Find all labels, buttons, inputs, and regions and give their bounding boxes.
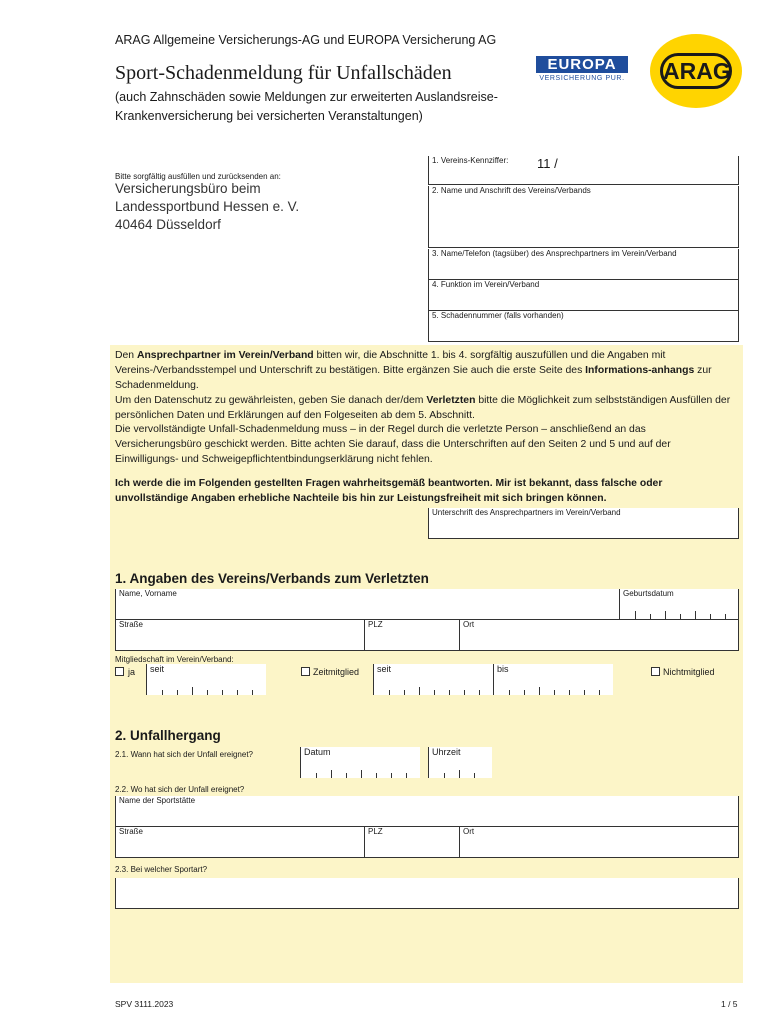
club-id-field[interactable] [428,156,739,185]
injured-name-label: Name, Vorname [119,589,177,598]
injured-plz-label: PLZ [368,620,383,629]
member-yes-label: ja [128,667,136,677]
recipient-address [115,180,299,234]
member-since-field[interactable] [146,664,266,695]
address-line-1: Versicherungsbüro beim [115,181,261,196]
p2-part-a: Um den Datenschutz zu gewährleisten, geben Sie danach der/dem [115,395,427,406]
declaration-text: Ich werde die im Folgenden gestellten Fragen wahrheitsgemäß beantworten. Mir ist bekannt, dass falsche oder unvollständige Angaben erhebliche Nachteile bis hin zur Leistungsfreiheit mit sich bringen können. [115,478,663,504]
contact-function-field[interactable] [428,280,739,311]
contact-name-phone-field[interactable] [428,249,739,280]
p1-part-d: Informations-anhangs [585,365,695,376]
injured-name-field[interactable] [115,589,619,620]
venue-street-label: Straße [119,827,144,836]
form-code: SPV 3111.2023 [115,999,174,1009]
p2-part-c: bitte die Möglichkeit zum selbstständigen Ausfüllen der persönlichen Daten und Erklärungen auf den Folgeseiten ab dem 5. Abschnitt. [115,395,731,421]
accident-date-label: Datum [304,747,331,757]
subtitle-line-1: (auch Zahnschäden sowie Meldungen zur erweiterten Auslandsreise- [115,90,498,104]
claim-number-label: 5. Schadennummer (falls vorhanden) [432,311,564,320]
membership-label: Mitgliedschaft im Verein/Verband: [115,655,234,664]
contact-signature-field[interactable] [428,508,739,539]
page-title: Sport-Schadenmeldung für Unfallschäden [115,62,452,84]
member-since-label: seit [150,664,165,674]
venue-street-field[interactable] [115,827,364,858]
sports-venue-field[interactable] [115,796,739,827]
instructions-paragraph-2 [115,393,735,423]
temporary-since-label: seit [377,664,392,674]
temporary-until-label: bis [497,664,509,674]
subtitle-line-2: Krankenversicherung bei versicherten Veranstaltungen) [115,109,423,123]
temporary-until-ticks [494,687,613,695]
non-member-label: Nichtmitglied [663,667,715,677]
accident-when-question: 2.1. Wann hat sich der Unfall ereignet? [115,750,254,759]
accident-time-field[interactable] [428,747,492,778]
injured-ort-field[interactable] [459,620,739,651]
non-member-checkbox[interactable] [651,667,660,676]
venue-ort-label: Ort [463,827,475,836]
venue-ort-field[interactable] [459,827,739,858]
accident-date-ticks [301,770,420,778]
europa-logo [536,56,628,84]
temporary-member-label: Zeitmitglied [313,667,360,677]
injured-street-label: Straße [119,620,144,629]
page-number: 1 / 5 [721,999,738,1009]
birth-date-label: Geburtsdatum [623,589,674,598]
birth-date-field[interactable] [619,589,739,620]
temporary-since-ticks [374,687,493,695]
page-subtitle [115,88,535,126]
birth-date-ticks [620,611,738,619]
temporary-member-checkbox[interactable] [301,667,310,676]
venue-plz-field[interactable] [364,827,459,858]
instructions-paragraph-1 [115,348,735,393]
section-2-heading: 2. Unfallhergang [115,728,221,743]
arag-logo-word: ARAG [660,53,732,89]
sport-type-question: 2.3. Bei welcher Sportart? [115,865,208,874]
club-id-value: 11 / [537,156,558,171]
venue-plz-label: PLZ [368,827,383,836]
temporary-since-field[interactable] [373,664,493,695]
member-yes-checkbox[interactable] [115,667,124,676]
p2-part-b: Verletzten [426,395,476,406]
arag-logo [650,34,742,108]
member-since-ticks [147,687,266,695]
club-name-address-label: 2. Name und Anschrift des Vereins/Verbands [432,186,591,195]
section-1-heading: 1. Angaben des Vereins/Verbands zum Verletzten [115,571,429,586]
contact-signature-label: Unterschrift des Ansprechpartners im Verein/Verband [432,508,621,517]
club-name-address-field[interactable] [428,186,739,248]
injured-street-field[interactable] [115,620,364,651]
accident-time-ticks [429,770,492,778]
contact-name-phone-label: 3. Name/Telefon (tagsüber) des Ansprechpartners im Verein/Verband [432,249,677,258]
injured-plz-field[interactable] [364,620,459,651]
club-id-label: 1. Vereins-Kennziffer: [432,156,509,165]
temporary-until-field[interactable] [493,664,613,695]
send-to-label: Bitte sorgfältig ausfüllen und zurücksenden an: [115,172,281,181]
injured-ort-label: Ort [463,620,475,629]
p1-part-c: bitten wir, die Abschnitte 1. bis 4. sorgfältig auszufüllen und die Angaben mit Vereins-/Verbandsstempel und Unterschrift zu bestätigen. Bitte ergänzen Sie auch die erste Seite des [115,350,666,376]
accident-time-label: Uhrzeit [432,747,461,757]
p1-part-e: zur Schadenmeldung. [115,365,712,391]
sport-type-field[interactable] [115,878,739,909]
address-line-2: Landessportbund Hessen e. V. [115,199,300,214]
sports-venue-label: Name der Sportstätte [119,796,196,805]
claim-number-field[interactable] [428,311,739,342]
accident-where-question: 2.2. Wo hat sich der Unfall ereignet? [115,785,245,794]
p1-part-b: Ansprechpartner im Verein/Verband [136,350,314,361]
p1-part-a: Den [115,350,137,361]
instructions-paragraph-3: Die vervollständigte Unfall-Schadenmeldung muss – in der Regel durch die verletzte Person – anschließend an das Versicherungsbüro geschickt werden. Bitte achten Sie darauf, dass die Unterschriften auf den Seiten 2 und 5 und auf der Einwilligungs- und Schweigepflichtentbindungserklärung nicht fehlen. [115,424,671,465]
europa-logo-tagline: VERSICHERUNG PUR. [539,75,625,82]
address-line-3: 40464 Düsseldorf [115,217,221,232]
europa-logo-word: EUROPA [536,56,628,73]
company-name: ARAG Allgemeine Versicherungs-AG und EUROPA Versicherung AG [115,33,497,47]
contact-function-label: 4. Funktion im Verein/Verband [432,280,540,289]
accident-date-field[interactable] [300,747,420,778]
